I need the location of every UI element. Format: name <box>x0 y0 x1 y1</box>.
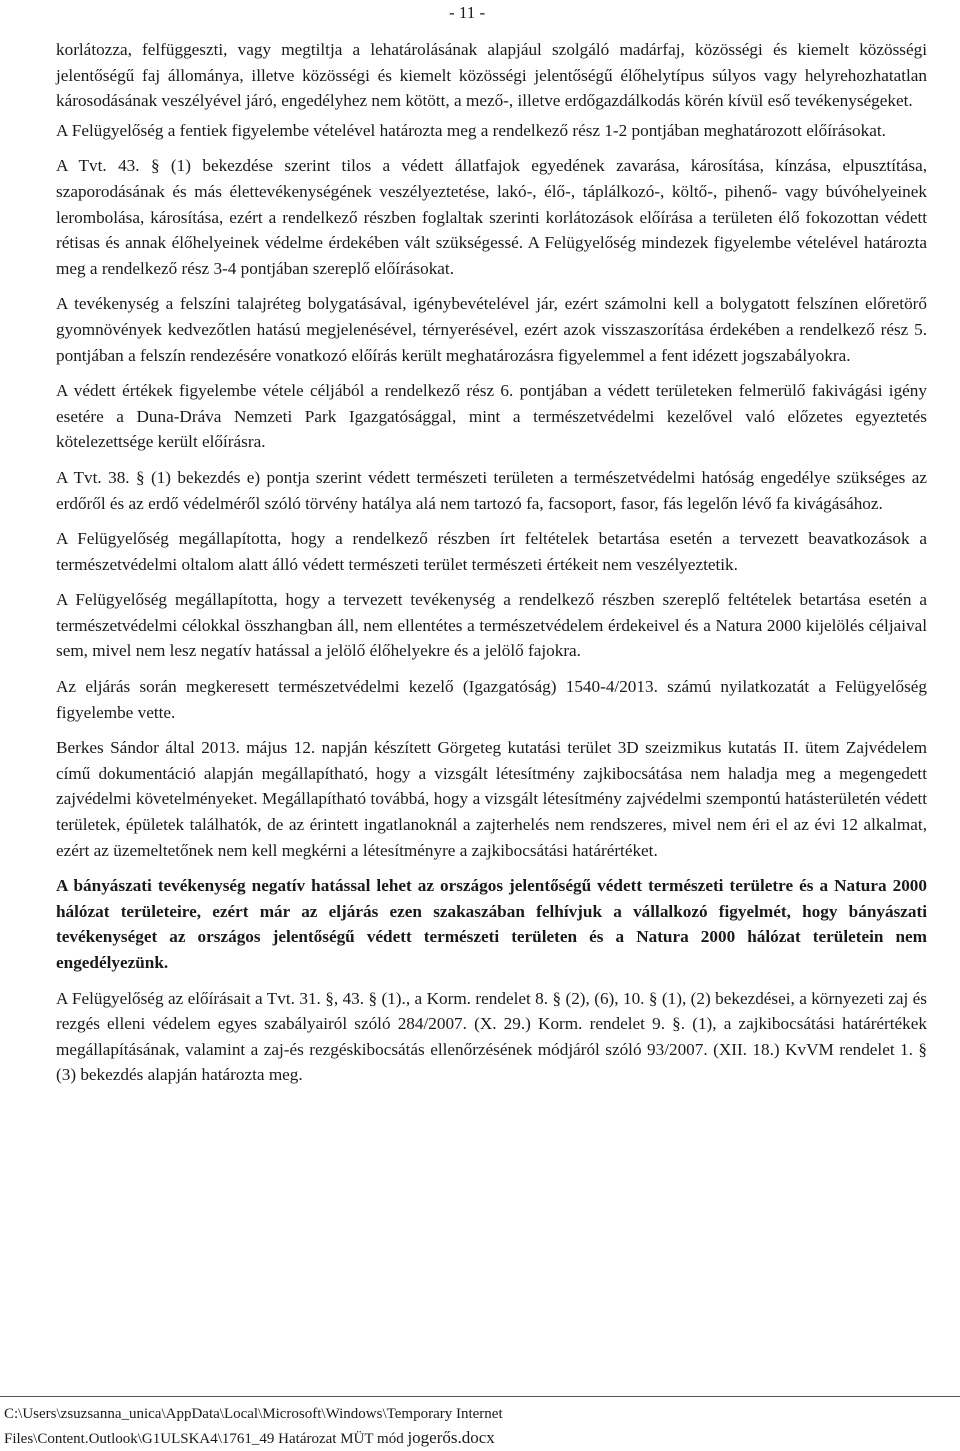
file-path <box>4 1403 503 1451</box>
paragraph-tvt-38: A Tvt. 38. § (1) bekezdés e) pontja szerint védett természeti területen a természetvédelmi hatóság engedélye szükséges az erdőről és az erdő védelméről szóló törvény hatálya alá nem tartozó fa, facsoport, fasor, fás legelőn lévő fa kivágásához. <box>56 467 927 513</box>
file-path-line-2 <box>4 1426 503 1451</box>
paragraph-protected-values: A védett értékek figyelembe vétele céljából a rendelkező rész 6. pontjában a védett területeken felmerülő fakivágási igény esetére a Duna-Dráva Nemzeti Park Igazgatósággal, mint a természetvédelmi kezelővel való előzetes egyeztetés kötelezettsége került előírásra. <box>56 381 927 452</box>
paragraph-legal-basis: A Felügyelőség az előírásait a Tvt. 31. §, 43. § (1)., a Korm. rendelet 8. § (2), (6), 10. § (1), (2) bekezdései, a környezeti zaj és rezgés elleni védelem egyes szabályairól szóló 284/2007. (X. 29.) Korm. rendelet 9. §. (1), a zajkibocsátási határértékek megállapításának, valamint a zaj-és rezgéskibocsátás ellenőrzésének módjáról szóló 93/2007. (XII. 18.) KvVM rendelet 1. § (3) bekezdés alapján határozta meg. <box>56 988 927 1085</box>
paragraph-directorate-statement: Az eljárás során megkeresett természetvédelmi kezelő (Igazgatóság) 1540-4/2013. számú nyilatkozatát a Felügyelőség figyelembe vette. <box>56 677 927 722</box>
page-number: - 11 - <box>449 3 486 22</box>
paragraph-topsoil: A tevékenység a felszíni talajréteg bolygatásával, igénybevételével jár, ezért számolni kell a bolygatott felszínen előretörő gyomnövények kedvezőtlen hatású megjelenésével, térnyerésével, ezért azok visszaszorítása érdekében a rendelkező rész 5. pontjában a felszín rendezésére vonatkozó előírás került meghatározásra figyelemmel a fent idézett jogszabályokra. <box>56 294 927 365</box>
file-path-line-2-prefix: Files\Content.Outlook\G1ULSKA4\1761_49 Határozat MÜT mód <box>4 1431 408 1447</box>
file-path-line-1: C:\Users\zsuzsanna_unica\AppData\Local\Microsoft\Windows\Temporary Internet <box>4 1406 503 1422</box>
paragraph-rules-1-2: A Felügyelőség a fentiek figyelembe vételével határozta meg a rendelkező rész 1-2 pontjában meghatározott előírásokat. <box>56 120 886 140</box>
paragraph-finding-1: A Felügyelőség megállapította, hogy a rendelkező részben írt feltételek betartása esetén a tervezett beavatkozások a természetvédelmi oltalom alatt álló védett természeti terület természeti értékeit nem veszélyeztetik. <box>56 529 927 574</box>
paragraph-tvt-43: A Tvt. 43. § (1) bekezdése szerint tilos a védett állatfajok egyedének zavarása, károsítása, kínzása, elpusztítása, szaporodásának és más élettevékenységének veszélyeztetése, lakó-, élő-, táplálkozó-, költő-, pihenő- vagy búvóhelyeinek lerombolása, károsítása, ezért a rendelkező részben foglaltak szerinti korlátozások előírása a területen élő fokozottan védett rétisas és annak élőhelyeinek védelme érdekében vált szükségessé. A Felügyelőség mindezek figyelembe vételével határozta meg a rendelkező rész 3-4 pontjában szereplő előírásokat. <box>56 156 927 278</box>
document-body <box>56 37 927 1098</box>
paragraph-noise-study: Berkes Sándor által 2013. május 12. napján készített Görgeteg kutatási terület 3D szeizmikus kutatás II. ütem Zajvédelem című dokumentáció alapján megállapítható, hogy a vizsgált létesítmény zajkibocsátása nem haladja meg a megengedett zajvédelmi követelményeket. Megállapítható továbbá, hogy a vizsgált létesítmény zajvédelmi szempontú hatásterületén védett területek, épületek találhatók, de az érintett ingatlanoknál a zajterhelés nem rendszeres, mivel nem éri el az évi 12 alkalmat, ezért az üzemeltetőnek nem kell megkérni a létesítményre a zajkibocsátási határértéket. <box>56 738 927 860</box>
paragraph-restrictions: korlátozza, felfüggeszti, vagy megtiltja a lehatárolásának alapjául szolgáló madárfaj, közösségi és kiemelt közösségi jelentőségű faj állománya, illetve közösségi és kiemelt közösségi jelentőségű élőhelytípus súlyos vagy helyrehozhatatlan károsodásának veszélyével járó, engedélyhez nem kötött, a mező-, illetve erdőgazdálkodás körén kívül eső tevékenységeket. <box>56 40 927 111</box>
paragraph-finding-2: A Felügyelőség megállapította, hogy a tervezett tevékenység a rendelkező részben szereplő feltételek betartása esetén a természetvédelmi célokkal összhangban áll, nem ellentétes a természetvédelem érdekeivel és a Natura 2000 kijelölés céljaival sem, mivel nem lesz negatív hatással a jelölő élőhelyekre és a jelölő fajokra. <box>56 590 927 661</box>
file-path-line-2-suffix: jogerős.docx <box>407 1428 495 1447</box>
page-footer <box>0 1396 960 1447</box>
paragraph-mining-warning: A bányászati tevékenység negatív hatással lehet az országos jelentőségű védett természeti területre és a Natura 2000 hálózat területeire, ezért már az eljárás ezen szakaszában felhívjuk a vállalkozó figyelmét, hogy bányászati tevékenységet az országos jelentőségű védett természeti területen és a Natura 2000 hálózat területein nem engedélyezünk. <box>56 876 927 972</box>
